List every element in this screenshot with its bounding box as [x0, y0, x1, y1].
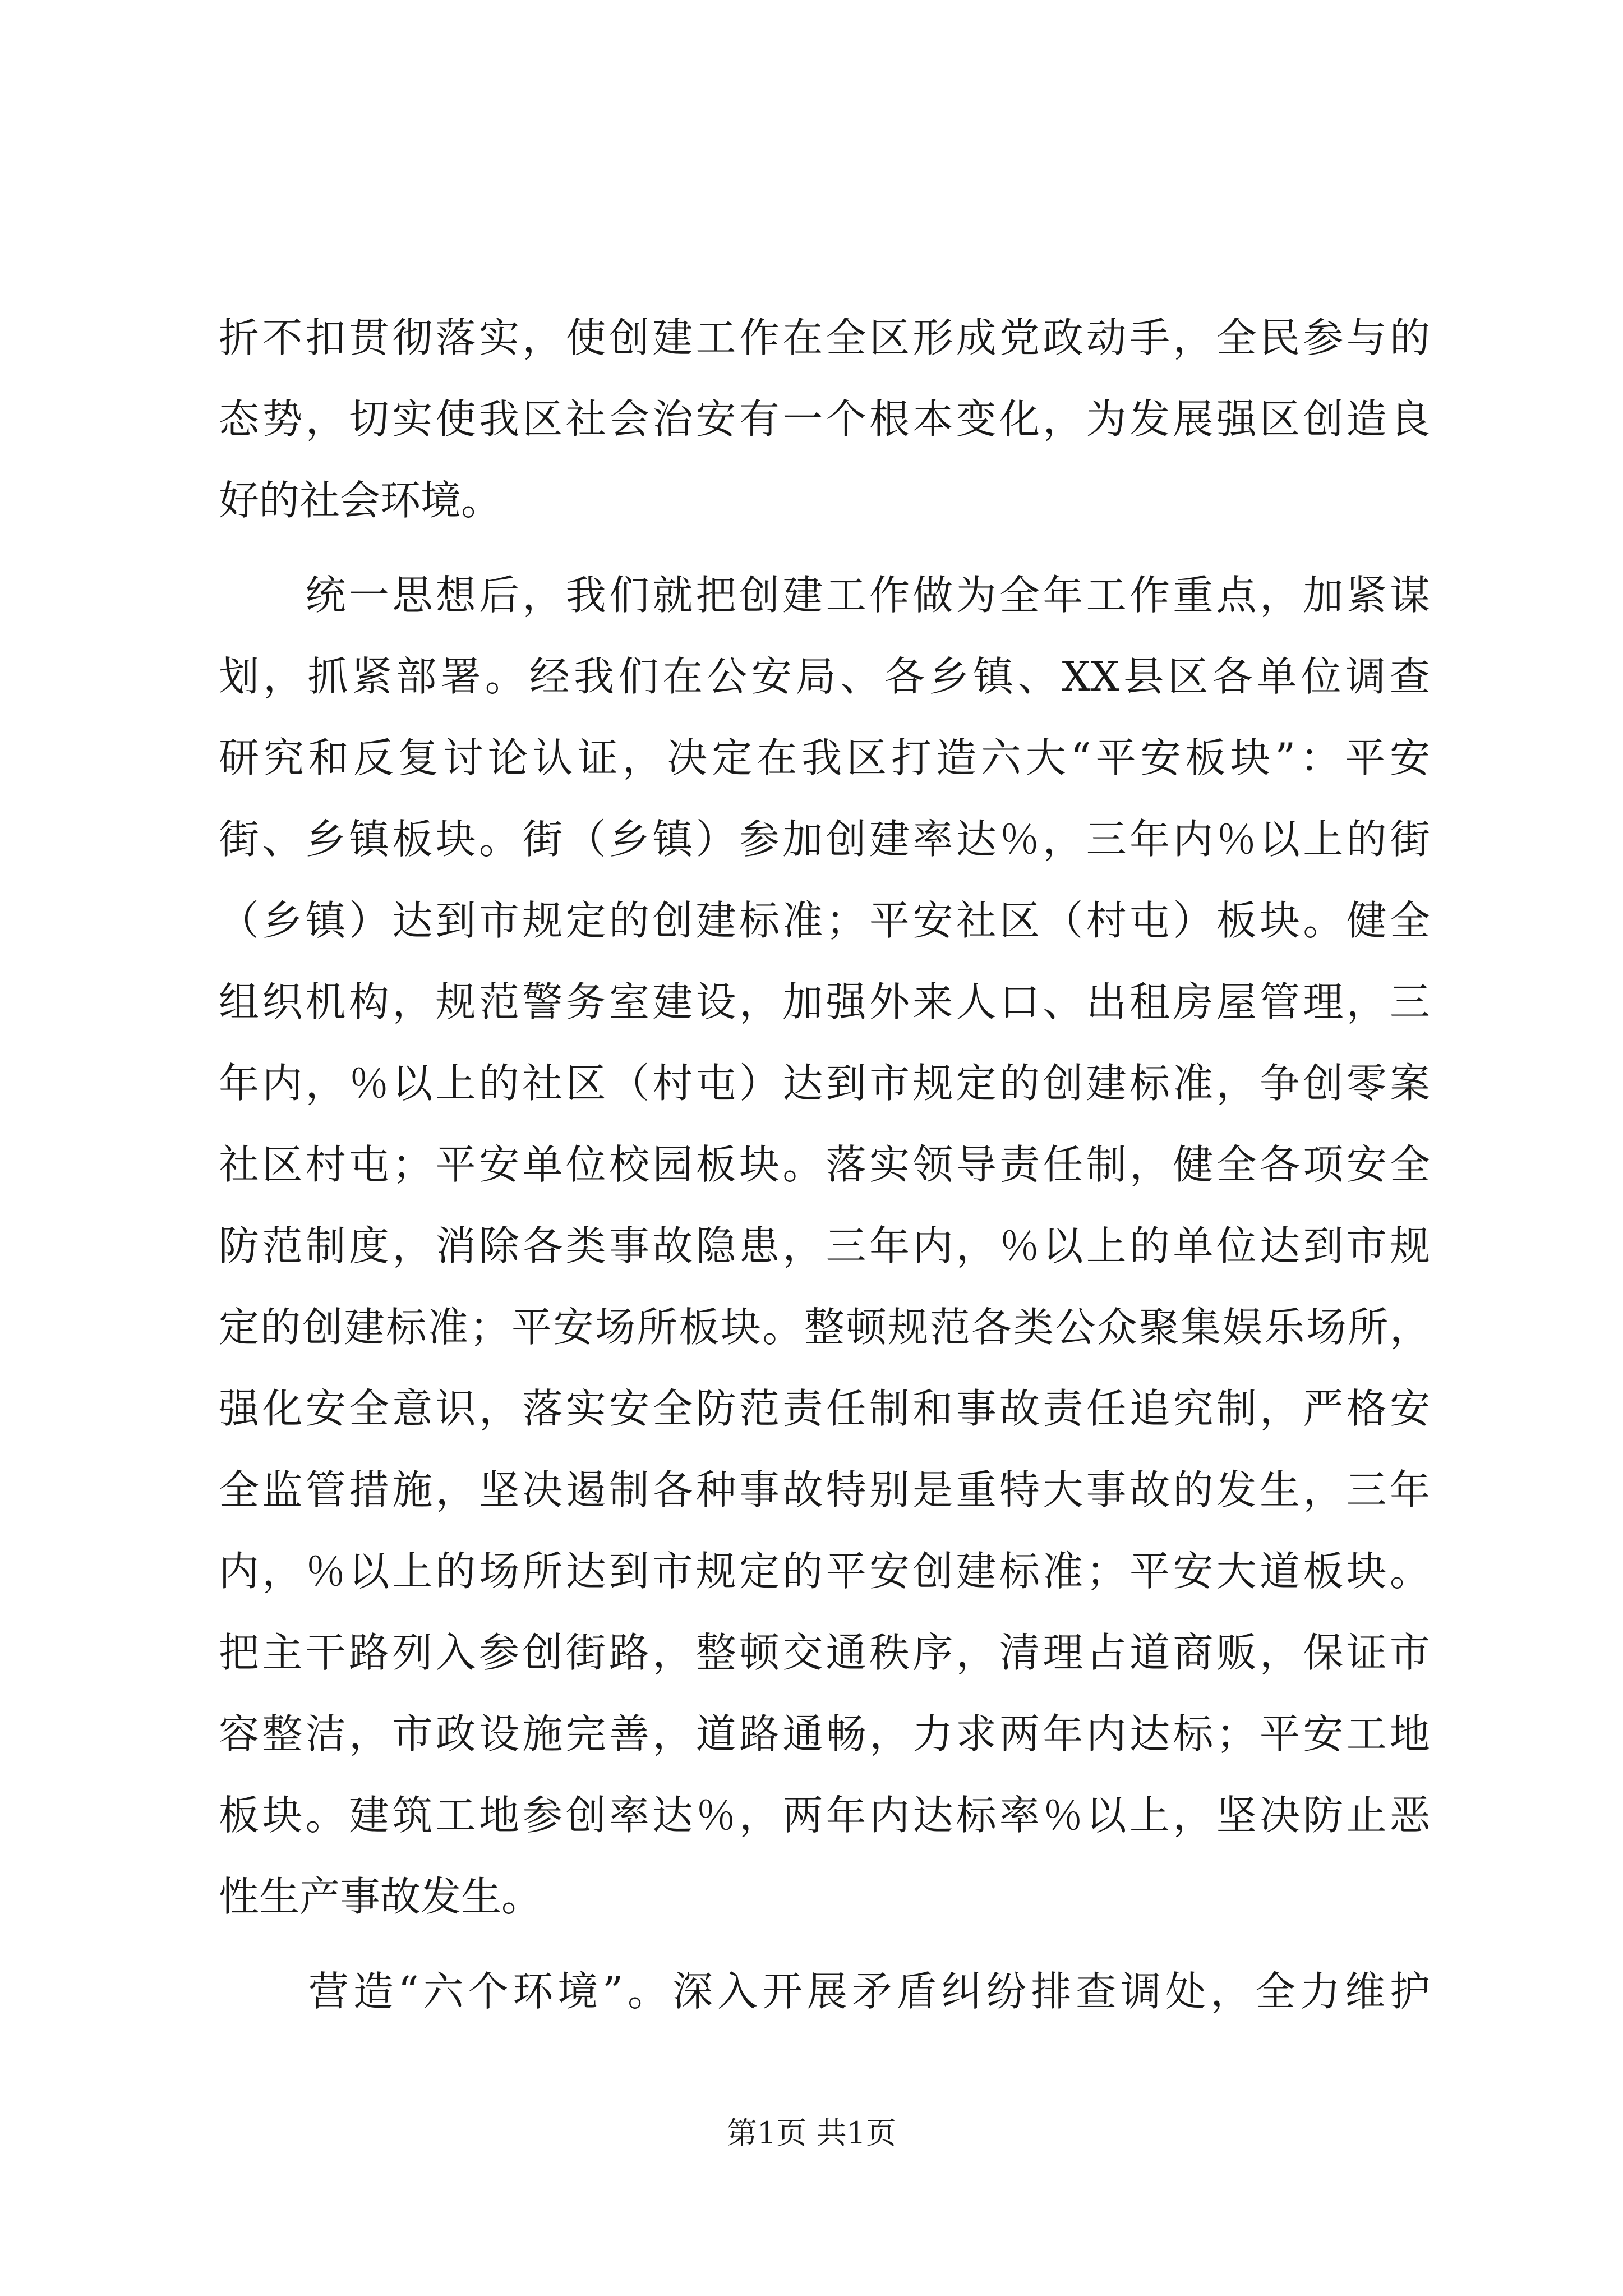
text-line: 内，％以上的场所达到市规定的平安创建标准；平安大道板块。: [219, 1548, 1430, 1595]
text-line: 板块。建筑工地参创率达％，两年内达标率％以上，坚决防止恶: [219, 1792, 1430, 1839]
text-line: （乡镇）达到市规定的创建标准；平安社区（村屯）板块。健全: [219, 897, 1430, 944]
page-footer: [0, 2109, 1623, 2152]
text-line: 营造“六个环境”。深入开展矛盾纠纷排查调处，全力维护: [219, 1968, 1430, 2015]
text-line: 容整洁，市政设施完善，道路通畅，力求两年内达标；平安工地: [219, 1710, 1430, 1757]
paragraph: [219, 297, 1430, 541]
text-line: 全监管措施，坚决遏制各种事故特别是重特大事故的发生，三年: [219, 1466, 1430, 1513]
text-line: 研究和反复讨论认证，决定在我区打造六大“平安板块”：平安: [219, 734, 1430, 781]
text-line: 态势，切实使我区社会治安有一个根本变化，为发展强区创造良: [219, 395, 1430, 443]
page-number: 第1页 共1页: [727, 2115, 896, 2151]
text-line: 年内，％以上的社区（村屯）达到市规定的创建标准，争创零案: [219, 1060, 1430, 1107]
paragraph: [219, 1951, 1430, 2032]
text-line: 组织机构，规范警务室建设，加强外来人口、出租房屋管理，三: [219, 978, 1430, 1025]
paragraph: [219, 555, 1430, 1938]
text-line: 强化安全意识，落实安全防范责任制和事故责任追究制，严格安: [219, 1385, 1430, 1432]
document-body: [219, 297, 1430, 2032]
text-line: 街、乡镇板块。街（乡镇）参加创建率达％，三年内％以上的街: [219, 816, 1430, 863]
text-line: 好的社会环境。: [219, 477, 502, 524]
text-line: 折不扣贯彻落实，使创建工作在全区形成党政动手，全民参与的: [219, 314, 1430, 361]
text-line: 统一思想后，我们就把创建工作做为全年工作重点，加紧谋: [219, 572, 1430, 619]
text-line: 社区村屯；平安单位校园板块。落实领导责任制，健全各项安全: [219, 1141, 1430, 1188]
text-line: 划，抓紧部署。经我们在公安局、各乡镇、XX县区各单位调查: [219, 653, 1430, 700]
text-line: 防范制度，消除各类事故隐患，三年内，％以上的单位达到市规: [219, 1222, 1430, 1269]
text-line: 把主干路列入参创街路，整顿交通秩序，清理占道商贩，保证市: [219, 1629, 1430, 1676]
text-line: 定的创建标准；平安场所板块。整顿规范各类公众聚集娱乐场所，: [219, 1304, 1430, 1351]
text-line: 性生产事故发生。: [219, 1873, 542, 1920]
